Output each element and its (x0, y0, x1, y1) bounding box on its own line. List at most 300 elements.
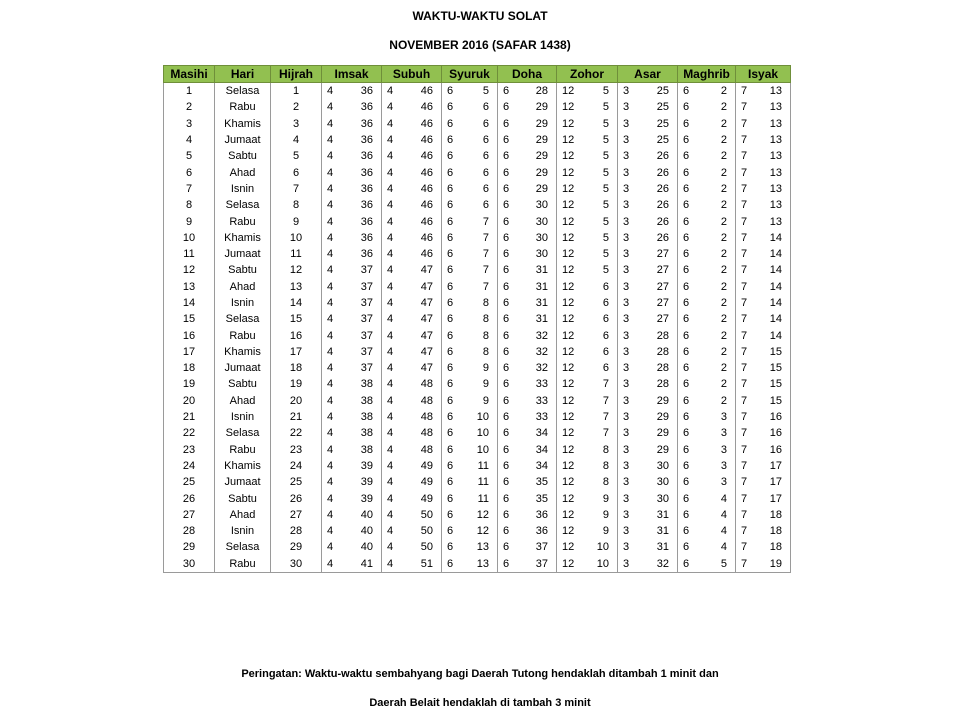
cell-hari: Rabu (215, 327, 271, 343)
cell-minute: 28 (641, 376, 678, 392)
cell-hour: 7 (736, 376, 759, 392)
cell-hour: 12 (557, 360, 582, 376)
table-row (164, 376, 791, 392)
cell-minute: 2 (701, 99, 736, 115)
cell-minute: 8 (465, 327, 498, 343)
column-header-hari: Hari (215, 66, 271, 83)
cell-hijrah: 11 (271, 246, 322, 262)
cell-hour: 7 (736, 262, 759, 278)
cell-minute: 15 (759, 344, 791, 360)
table-row (164, 311, 791, 327)
cell-hour: 4 (382, 311, 405, 327)
cell-hour: 12 (557, 442, 582, 458)
cell-hour: 6 (498, 116, 521, 132)
cell-hour: 4 (382, 442, 405, 458)
cell-hour: 3 (618, 507, 641, 523)
cell-minute: 50 (405, 539, 442, 555)
cell-hour: 6 (678, 197, 701, 213)
cell-minute: 29 (641, 442, 678, 458)
cell-minute: 2 (701, 197, 736, 213)
cell-hour: 3 (618, 327, 641, 343)
cell-minute: 30 (521, 246, 557, 262)
cell-minute: 37 (345, 327, 382, 343)
cell-hour: 6 (678, 295, 701, 311)
cell-minute: 36 (345, 213, 382, 229)
cell-hour: 4 (322, 490, 345, 506)
cell-hour: 6 (678, 83, 701, 100)
cell-hour: 6 (678, 181, 701, 197)
cell-hour: 4 (322, 164, 345, 180)
cell-hijrah: 28 (271, 523, 322, 539)
cell-hari: Khamis (215, 458, 271, 474)
cell-hour: 6 (442, 507, 465, 523)
cell-hari: Sabtu (215, 376, 271, 392)
cell-hijrah: 13 (271, 279, 322, 295)
cell-hour: 4 (382, 523, 405, 539)
cell-minute: 49 (405, 458, 442, 474)
cell-hour: 4 (322, 344, 345, 360)
cell-minute: 47 (405, 311, 442, 327)
cell-masihi: 20 (164, 393, 215, 409)
cell-minute: 50 (405, 523, 442, 539)
cell-hour: 6 (678, 344, 701, 360)
cell-hari: Khamis (215, 116, 271, 132)
cell-minute: 37 (345, 295, 382, 311)
cell-minute: 6 (465, 164, 498, 180)
cell-hour: 4 (382, 83, 405, 100)
cell-hour: 4 (322, 458, 345, 474)
cell-hour: 7 (736, 327, 759, 343)
cell-minute: 5 (582, 230, 618, 246)
cell-minute: 6 (582, 327, 618, 343)
cell-hour: 4 (322, 507, 345, 523)
cell-minute: 37 (521, 539, 557, 555)
cell-masihi: 9 (164, 213, 215, 229)
cell-hour: 6 (498, 295, 521, 311)
cell-minute: 32 (641, 556, 678, 573)
cell-masihi: 22 (164, 425, 215, 441)
cell-minute: 26 (641, 148, 678, 164)
cell-hour: 6 (442, 474, 465, 490)
cell-minute: 7 (465, 279, 498, 295)
cell-minute: 10 (465, 425, 498, 441)
cell-hour: 6 (498, 490, 521, 506)
cell-minute: 4 (701, 523, 736, 539)
cell-hour: 7 (736, 230, 759, 246)
cell-hari: Jumaat (215, 132, 271, 148)
table-row (164, 393, 791, 409)
cell-minute: 28 (521, 83, 557, 100)
cell-minute: 10 (465, 409, 498, 425)
cell-hour: 6 (442, 442, 465, 458)
cell-hour: 6 (442, 523, 465, 539)
cell-hour: 4 (322, 213, 345, 229)
cell-hour: 12 (557, 230, 582, 246)
cell-minute: 12 (465, 507, 498, 523)
cell-minute: 38 (345, 425, 382, 441)
cell-hour: 12 (557, 83, 582, 100)
cell-hour: 7 (736, 213, 759, 229)
cell-hour: 3 (618, 409, 641, 425)
cell-minute: 37 (345, 262, 382, 278)
cell-minute: 6 (465, 181, 498, 197)
cell-hari: Ahad (215, 507, 271, 523)
cell-minute: 29 (521, 132, 557, 148)
cell-hour: 3 (618, 116, 641, 132)
cell-hour: 4 (322, 523, 345, 539)
cell-hour: 6 (678, 360, 701, 376)
column-header-maghrib: Maghrib (678, 66, 736, 83)
cell-minute: 9 (465, 360, 498, 376)
column-header-isyak: Isyak (736, 66, 791, 83)
cell-hijrah: 29 (271, 539, 322, 555)
cell-masihi: 19 (164, 376, 215, 392)
cell-minute: 48 (405, 376, 442, 392)
cell-minute: 2 (701, 164, 736, 180)
cell-hour: 6 (442, 490, 465, 506)
cell-minute: 5 (582, 132, 618, 148)
cell-hour: 3 (618, 523, 641, 539)
cell-hour: 12 (557, 507, 582, 523)
cell-hari: Selasa (215, 311, 271, 327)
cell-hour: 4 (322, 556, 345, 573)
cell-minute: 46 (405, 132, 442, 148)
cell-hour: 6 (678, 376, 701, 392)
cell-minute: 27 (641, 262, 678, 278)
cell-hour: 6 (442, 99, 465, 115)
cell-hour: 3 (618, 539, 641, 555)
cell-minute: 4 (701, 539, 736, 555)
cell-minute: 14 (759, 230, 791, 246)
cell-hour: 6 (442, 376, 465, 392)
cell-minute: 5 (582, 164, 618, 180)
cell-hour: 3 (618, 181, 641, 197)
table-row (164, 116, 791, 132)
cell-minute: 30 (641, 458, 678, 474)
cell-minute: 2 (701, 132, 736, 148)
cell-minute: 40 (345, 507, 382, 523)
cell-minute: 2 (701, 344, 736, 360)
cell-minute: 13 (759, 181, 791, 197)
cell-hour: 6 (442, 556, 465, 573)
cell-hour: 12 (557, 474, 582, 490)
column-header-zohor: Zohor (557, 66, 618, 83)
cell-hari: Rabu (215, 442, 271, 458)
cell-hari: Selasa (215, 197, 271, 213)
cell-minute: 5 (582, 246, 618, 262)
cell-hour: 6 (442, 393, 465, 409)
table-row (164, 295, 791, 311)
cell-minute: 6 (582, 311, 618, 327)
cell-minute: 7 (465, 213, 498, 229)
cell-masihi: 5 (164, 148, 215, 164)
cell-hour: 4 (322, 327, 345, 343)
cell-minute: 3 (701, 409, 736, 425)
cell-minute: 26 (641, 197, 678, 213)
cell-minute: 50 (405, 507, 442, 523)
cell-masihi: 28 (164, 523, 215, 539)
cell-minute: 35 (521, 474, 557, 490)
cell-minute: 29 (641, 409, 678, 425)
cell-minute: 34 (521, 458, 557, 474)
cell-hour: 7 (736, 148, 759, 164)
cell-minute: 19 (759, 556, 791, 573)
cell-hour: 12 (557, 539, 582, 555)
cell-hour: 6 (442, 148, 465, 164)
cell-minute: 32 (521, 327, 557, 343)
cell-hour: 6 (498, 360, 521, 376)
cell-minute: 30 (521, 230, 557, 246)
cell-minute: 5 (582, 213, 618, 229)
cell-minute: 5 (465, 83, 498, 100)
cell-hour: 3 (618, 360, 641, 376)
cell-minute: 8 (582, 474, 618, 490)
cell-hour: 6 (442, 539, 465, 555)
cell-masihi: 7 (164, 181, 215, 197)
cell-minute: 5 (582, 83, 618, 100)
cell-minute: 2 (701, 279, 736, 295)
cell-hijrah: 15 (271, 311, 322, 327)
cell-hour: 12 (557, 99, 582, 115)
cell-hour: 12 (557, 246, 582, 262)
cell-minute: 2 (701, 148, 736, 164)
cell-minute: 14 (759, 295, 791, 311)
cell-hour: 6 (442, 409, 465, 425)
cell-hour: 6 (678, 490, 701, 506)
cell-minute: 49 (405, 490, 442, 506)
cell-minute: 5 (582, 148, 618, 164)
cell-hari: Selasa (215, 425, 271, 441)
cell-hour: 7 (736, 556, 759, 573)
cell-minute: 13 (759, 83, 791, 100)
cell-hour: 12 (557, 295, 582, 311)
cell-minute: 13 (759, 132, 791, 148)
cell-minute: 13 (759, 197, 791, 213)
cell-hour: 6 (442, 246, 465, 262)
cell-minute: 2 (701, 311, 736, 327)
cell-hari: Selasa (215, 83, 271, 100)
cell-hijrah: 21 (271, 409, 322, 425)
cell-hour: 4 (322, 181, 345, 197)
table-row (164, 425, 791, 441)
cell-minute: 27 (641, 311, 678, 327)
cell-hour: 4 (382, 279, 405, 295)
cell-hour: 4 (382, 181, 405, 197)
cell-masihi: 6 (164, 164, 215, 180)
cell-minute: 28 (641, 360, 678, 376)
cell-minute: 31 (521, 279, 557, 295)
table-row (164, 523, 791, 539)
cell-minute: 7 (582, 425, 618, 441)
cell-hari: Isnin (215, 181, 271, 197)
cell-minute: 32 (521, 344, 557, 360)
cell-hour: 6 (442, 360, 465, 376)
table-row (164, 327, 791, 343)
note-line-1: Peringatan: Waktu-waktu sembahyang bagi Daerah Tutong hendaklah ditambah 1 minit dan (241, 668, 719, 680)
cell-hijrah: 27 (271, 507, 322, 523)
cell-hour: 4 (382, 556, 405, 573)
cell-hour: 6 (498, 474, 521, 490)
cell-hour: 12 (557, 409, 582, 425)
cell-hijrah: 8 (271, 197, 322, 213)
cell-hour: 6 (678, 148, 701, 164)
cell-minute: 18 (759, 507, 791, 523)
cell-minute: 31 (641, 523, 678, 539)
cell-hour: 4 (382, 344, 405, 360)
cell-hour: 4 (382, 246, 405, 262)
cell-hari: Rabu (215, 213, 271, 229)
cell-hari: Isnin (215, 523, 271, 539)
cell-masihi: 27 (164, 507, 215, 523)
cell-hour: 4 (382, 490, 405, 506)
cell-minute: 36 (345, 99, 382, 115)
cell-minute: 46 (405, 197, 442, 213)
cell-minute: 5 (582, 262, 618, 278)
cell-hour: 12 (557, 213, 582, 229)
cell-hour: 4 (322, 148, 345, 164)
cell-minute: 47 (405, 344, 442, 360)
cell-masihi: 17 (164, 344, 215, 360)
table-row (164, 279, 791, 295)
cell-hour: 6 (442, 197, 465, 213)
cell-hour: 7 (736, 164, 759, 180)
cell-minute: 12 (465, 523, 498, 539)
cell-hour: 4 (322, 295, 345, 311)
cell-hari: Jumaat (215, 360, 271, 376)
cell-minute: 7 (582, 409, 618, 425)
cell-minute: 13 (759, 148, 791, 164)
cell-hour: 12 (557, 556, 582, 573)
cell-hour: 4 (382, 213, 405, 229)
cell-minute: 25 (641, 132, 678, 148)
cell-hour: 7 (736, 181, 759, 197)
cell-minute: 8 (582, 442, 618, 458)
cell-masihi: 2 (164, 99, 215, 115)
cell-hour: 6 (498, 279, 521, 295)
cell-minute: 11 (465, 474, 498, 490)
cell-minute: 29 (521, 116, 557, 132)
cell-hour: 3 (618, 458, 641, 474)
cell-minute: 17 (759, 458, 791, 474)
cell-minute: 14 (759, 279, 791, 295)
cell-hour: 12 (557, 262, 582, 278)
cell-minute: 9 (582, 523, 618, 539)
cell-hari: Ahad (215, 279, 271, 295)
cell-minute: 5 (582, 197, 618, 213)
cell-minute: 7 (582, 376, 618, 392)
table-header-row (164, 66, 791, 83)
cell-hour: 3 (618, 99, 641, 115)
table-row (164, 83, 791, 100)
cell-hour: 6 (678, 556, 701, 573)
cell-hour: 6 (678, 409, 701, 425)
cell-hari: Isnin (215, 409, 271, 425)
cell-hour: 12 (557, 344, 582, 360)
cell-minute: 40 (345, 523, 382, 539)
cell-hour: 4 (382, 425, 405, 441)
cell-hari: Sabtu (215, 148, 271, 164)
cell-hour: 12 (557, 458, 582, 474)
cell-minute: 29 (521, 99, 557, 115)
cell-minute: 27 (641, 295, 678, 311)
cell-minute: 36 (345, 148, 382, 164)
cell-hari: Rabu (215, 556, 271, 573)
table-row (164, 442, 791, 458)
column-header-hijrah: Hijrah (271, 66, 322, 83)
cell-hijrah: 20 (271, 393, 322, 409)
cell-minute: 47 (405, 279, 442, 295)
cell-hour: 6 (498, 327, 521, 343)
cell-hour: 6 (442, 116, 465, 132)
cell-hour: 3 (618, 344, 641, 360)
cell-hour: 4 (382, 474, 405, 490)
cell-minute: 37 (521, 556, 557, 573)
cell-minute: 10 (582, 539, 618, 555)
cell-minute: 9 (465, 393, 498, 409)
cell-masihi: 24 (164, 458, 215, 474)
cell-hijrah: 17 (271, 344, 322, 360)
cell-hour: 7 (736, 393, 759, 409)
cell-hour: 3 (618, 442, 641, 458)
cell-minute: 47 (405, 262, 442, 278)
cell-masihi: 12 (164, 262, 215, 278)
cell-minute: 46 (405, 181, 442, 197)
cell-minute: 29 (641, 393, 678, 409)
cell-minute: 37 (345, 279, 382, 295)
cell-hari: Isnin (215, 295, 271, 311)
cell-hour: 4 (382, 507, 405, 523)
cell-masihi: 18 (164, 360, 215, 376)
cell-hour: 7 (736, 360, 759, 376)
cell-hour: 7 (736, 197, 759, 213)
cell-minute: 2 (701, 246, 736, 262)
cell-minute: 36 (521, 507, 557, 523)
cell-minute: 15 (759, 393, 791, 409)
cell-minute: 6 (465, 132, 498, 148)
cell-masihi: 10 (164, 230, 215, 246)
cell-hijrah: 25 (271, 474, 322, 490)
cell-hour: 3 (618, 262, 641, 278)
cell-hour: 4 (382, 327, 405, 343)
cell-hour: 6 (498, 425, 521, 441)
cell-hour: 6 (678, 246, 701, 262)
cell-minute: 33 (521, 409, 557, 425)
cell-hour: 4 (382, 99, 405, 115)
cell-minute: 6 (582, 360, 618, 376)
cell-hour: 4 (322, 116, 345, 132)
table-row (164, 99, 791, 115)
cell-minute: 11 (465, 458, 498, 474)
prayer-times-table (163, 65, 791, 573)
cell-minute: 36 (345, 230, 382, 246)
cell-hour: 4 (382, 230, 405, 246)
cell-hijrah: 4 (271, 132, 322, 148)
cell-minute: 5 (701, 556, 736, 573)
cell-minute: 7 (465, 246, 498, 262)
column-header-subuh: Subuh (382, 66, 442, 83)
cell-minute: 46 (405, 230, 442, 246)
cell-hour: 6 (498, 230, 521, 246)
cell-hour: 6 (442, 344, 465, 360)
cell-hour: 3 (618, 556, 641, 573)
cell-minute: 49 (405, 474, 442, 490)
cell-minute: 6 (465, 116, 498, 132)
cell-minute: 6 (465, 99, 498, 115)
cell-hijrah: 26 (271, 490, 322, 506)
cell-minute: 48 (405, 442, 442, 458)
cell-hour: 4 (322, 246, 345, 262)
cell-minute: 9 (465, 376, 498, 392)
